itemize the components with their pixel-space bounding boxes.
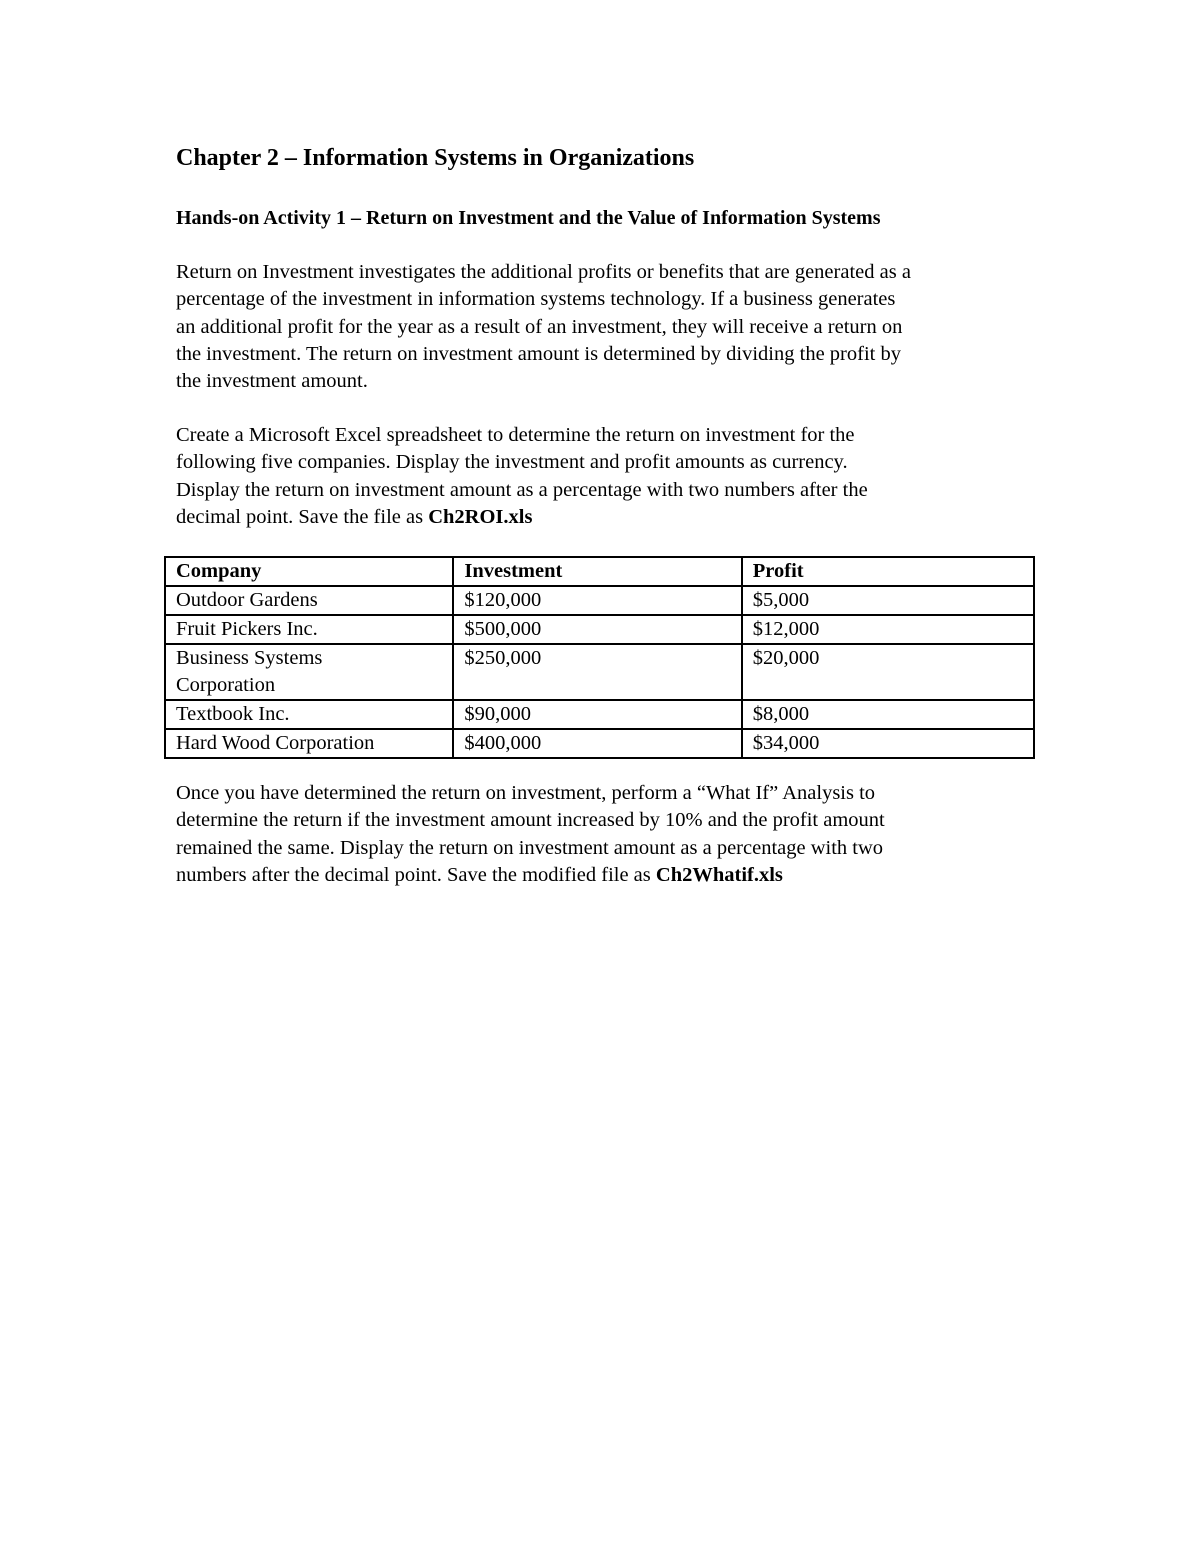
chapter-title: Chapter 2 – Information Systems in Organizations bbox=[176, 145, 695, 171]
instructions-line: Display the return on investment amount as a percentage with two numbers after the bbox=[176, 478, 868, 501]
whatif-paragraph bbox=[176, 780, 1036, 889]
company-cell-line: Corporation bbox=[176, 674, 276, 696]
table-header-row bbox=[165, 557, 1034, 586]
roi-table bbox=[164, 556, 1035, 759]
intro-line: an additional profit for the year as a result of an investment, they will receive a return on bbox=[176, 315, 903, 338]
company-cell: Outdoor Gardens bbox=[165, 586, 453, 615]
whatif-line-text: numbers after the decimal point. Save the modified file as bbox=[176, 863, 656, 886]
intro-line: percentage of the investment in information systems technology. If a business generates bbox=[176, 288, 896, 311]
whatif-line: remained the same. Display the return on investment amount as a percentage with two bbox=[176, 836, 884, 859]
profit-cell: $12,000 bbox=[742, 615, 1034, 644]
company-cell bbox=[165, 644, 453, 700]
investment-cell: $400,000 bbox=[453, 729, 741, 758]
profit-cell: $8,000 bbox=[742, 700, 1034, 729]
whatif-line: Once you have determined the return on investment, perform a “What If” Analysis to bbox=[176, 782, 876, 804]
investment-cell: $500,000 bbox=[453, 615, 741, 644]
table-row bbox=[165, 700, 1034, 729]
header-profit: Profit bbox=[742, 557, 1034, 586]
instructions-paragraph bbox=[176, 422, 1036, 531]
profit-cell: $20,000 bbox=[742, 644, 1034, 700]
company-cell: Textbook Inc. bbox=[165, 700, 453, 729]
intro-line: the investment amount. bbox=[176, 370, 368, 393]
profit-cell: $5,000 bbox=[742, 586, 1034, 615]
instructions-line-text: decimal point. Save the file as bbox=[176, 505, 429, 528]
investment-cell: $90,000 bbox=[453, 700, 741, 729]
header-company: Company bbox=[165, 557, 453, 586]
table-row bbox=[165, 586, 1034, 615]
company-cell: Fruit Pickers Inc. bbox=[165, 615, 453, 644]
table-row bbox=[165, 644, 1034, 700]
company-cell: Hard Wood Corporation bbox=[165, 729, 453, 758]
whatif-line bbox=[176, 862, 1036, 889]
whatif-filename: Ch2Whatif.xls bbox=[655, 863, 783, 886]
instructions-line bbox=[176, 504, 1036, 531]
roi-filename: Ch2ROI.xls bbox=[428, 505, 533, 528]
activity-title: Hands-on Activity 1 – Return on Investment and the Value of Information Systems bbox=[176, 207, 881, 229]
instructions-line: following five companies. Display the investment and profit amounts as currency. bbox=[176, 451, 848, 474]
whatif-line: determine the return if the investment amount increased by 10% and the profit amount bbox=[176, 809, 885, 832]
table-row bbox=[165, 729, 1034, 758]
instructions-line: Create a Microsoft Excel spreadsheet to determine the return on investment for the bbox=[176, 424, 855, 446]
intro-paragraph bbox=[176, 259, 1036, 395]
intro-line: Return on Investment investigates the additional profits or benefits that are generated as a bbox=[176, 261, 911, 283]
profit-cell: $34,000 bbox=[742, 729, 1034, 758]
table-row bbox=[165, 615, 1034, 644]
investment-cell: $120,000 bbox=[453, 586, 741, 615]
header-investment: Investment bbox=[453, 557, 741, 586]
investment-cell: $250,000 bbox=[453, 644, 741, 700]
company-cell-line: Business Systems bbox=[176, 647, 323, 669]
intro-line: the investment. The return on investment amount is determined by dividing the profit by bbox=[176, 342, 901, 365]
